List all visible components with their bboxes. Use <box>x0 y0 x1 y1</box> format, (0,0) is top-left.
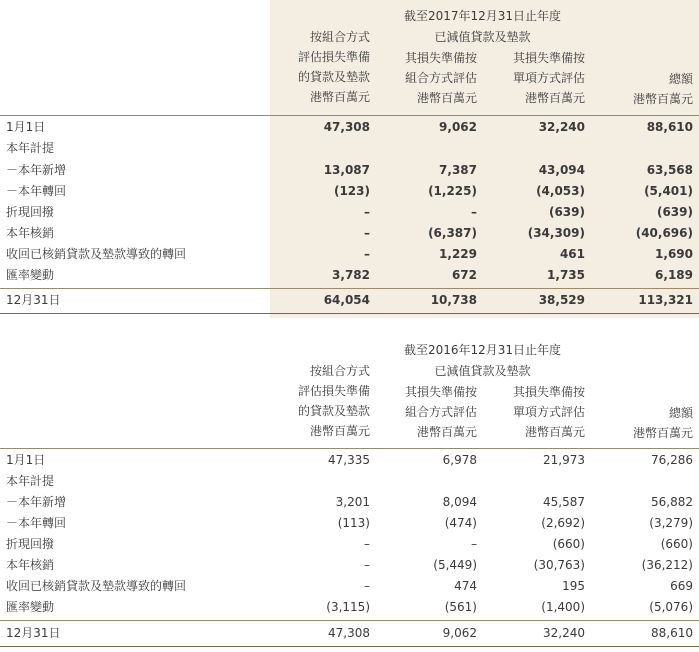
subtotal-rule <box>0 288 699 289</box>
column-header-total: 總額 港幣百萬元 <box>632 72 693 106</box>
table-row: 匯率變動 3,782 672 1,735 6,189 <box>6 268 693 282</box>
subgroup-heading: 已減值貸款及墊款 <box>434 364 531 378</box>
table-row: －本年轉回 (113) (474) (2,692) (3,279) <box>6 516 693 530</box>
table-row-total: 12月31日 47,308 9,062 32,240 88,610 <box>6 626 693 640</box>
header-rule <box>0 448 699 449</box>
table-row: 本年核銷 – (6,387) (34,309) (40,696) <box>6 226 693 240</box>
column-header-collective: 按組合方式 評估損失準備 的貸款及墊款 港幣百萬元 <box>297 364 370 438</box>
table-row: －本年新增 3,201 8,094 45,587 56,882 <box>6 495 693 509</box>
table-row: 本年核銷 – (5,449) (30,763) (36,212) <box>6 558 693 572</box>
period-heading: 截至2016年12月31日止年度 <box>403 343 562 357</box>
column-header-collective: 按組合方式 評估損失準備 的貸款及墊款 港幣百萬元 <box>297 30 370 104</box>
table-row: 折現回撥 – – (639) (639) <box>6 205 693 219</box>
column-header-impaired-individual: 其損失準備按 單項方式評估 港幣百萬元 <box>512 51 585 105</box>
table-row: 1月1日 47,335 6,978 21,973 76,286 <box>6 453 693 467</box>
table-row: 1月1日 47,308 9,062 32,240 88,610 <box>6 120 693 134</box>
total-rule <box>0 646 699 647</box>
column-header-total: 總額 港幣百萬元 <box>632 406 693 440</box>
table-row: 本年計提 <box>6 474 55 488</box>
table-2017 <box>0 0 699 318</box>
header-rule <box>0 115 699 116</box>
subtotal-rule <box>0 620 699 621</box>
period-heading: 截至2017年12月31日止年度 <box>403 9 562 23</box>
table-row: －本年轉回 (123) (1,225) (4,053) (5,401) <box>6 184 693 198</box>
total-rule <box>0 313 699 314</box>
table-row-total: 12月31日 64,054 10,738 38,529 113,321 <box>6 293 693 307</box>
table-row: 收回已核銷貸款及墊款導致的轉回 – 474 195 669 <box>6 579 693 593</box>
table-2016 <box>0 338 699 652</box>
table-row: －本年新增 13,087 7,387 43,094 63,568 <box>6 163 693 177</box>
column-header-impaired-collective: 其損失準備按 組合方式評估 港幣百萬元 <box>404 51 477 105</box>
column-header-impaired-collective: 其損失準備按 組合方式評估 港幣百萬元 <box>404 385 477 439</box>
subgroup-heading: 已減值貸款及墊款 <box>434 30 531 44</box>
table-row: 匯率變動 (3,115) (561) (1,400) (5,076) <box>6 600 693 614</box>
column-header-impaired-individual: 其損失準備按 單項方式評估 港幣百萬元 <box>512 385 585 439</box>
table-row: 收回已核銷貸款及墊款導致的轉回 – 1,229 461 1,690 <box>6 247 693 261</box>
table-row: 本年計提 <box>6 141 55 155</box>
table-row: 折現回撥 – – (660) (660) <box>6 537 693 551</box>
